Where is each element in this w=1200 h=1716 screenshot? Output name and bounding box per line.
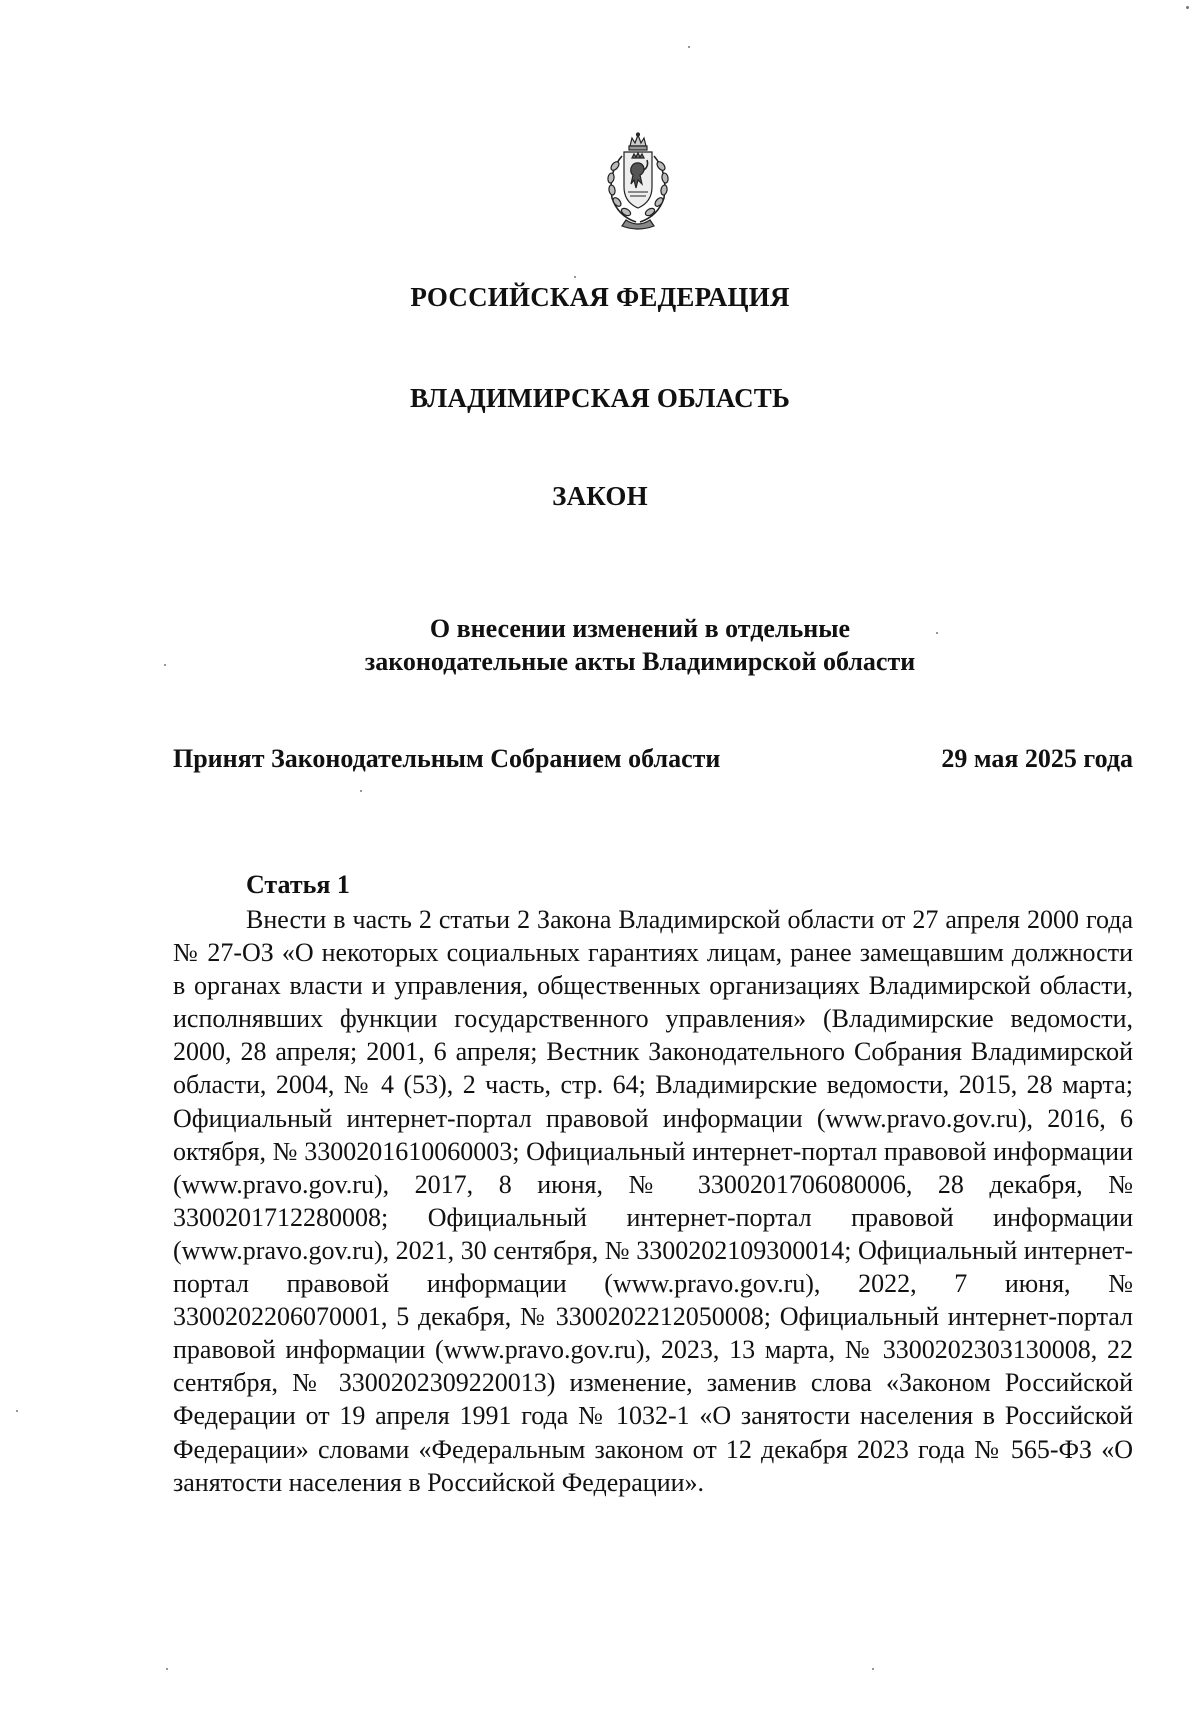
scan-speck <box>164 664 166 666</box>
country-heading: РОССИЙСКАЯ ФЕДЕРАЦИЯ <box>410 282 790 312</box>
article-1-text: Внести в часть 2 статьи 2 Закона Владимирской области от 27 апреля 2000 года № 27-ОЗ «О некоторых социальных гарантиях лицам, ранее замещавшим должности в органах власти и управления, общественных организациях Владимирской области, исполнявших функции государственного управления» (Владимирские ведомости, 2000, 28 апреля; 2001, 6 апреля; Вестник Законодательного Собрания Владимирской области, 2004, № 4 (53), 2 часть, стр. 64; Владимирские ведомости, 2015, 28 марта; Официальный интернет-портал правовой информации (www.pravo.gov.ru), 2016, 6 октября, № 3300201610060003; Официальный интернет-портал правовой информации (www.pravo.gov.ru), 2017, 8 июня, № 3300201706080006, 28 декабря, № 3300201712280008; Официальный интернет-портал правовой информации (www.pravo.gov.ru), 2021, 30 сентября, № 3300202109300014; Официальный интернет-портал правовой информации (www.pravo.gov.ru), 2022, 7 июня, № 3300202206070001, 5 декабря, № 3300202212050008; Официальный интернет-портал правовой информации (www.pravo.gov.ru), 2023, 13 марта, № 3300202303130008, 22 сентября, № 3300202309220013) изменение, заменив слова «Законом Российской Федерации от 19 апреля 1991 года № 1032-1 «О занятости населения в Российской Федерации» словами «Федеральным законом от 12 декабря 2023 года № 565-ФЗ «О занятости населения в Российской Федерации». <box>173 905 1133 1497</box>
article-1-heading: Статья 1 <box>246 870 350 899</box>
coat-of-arms-icon <box>600 132 676 232</box>
document-type-heading: ЗАКОН <box>552 481 648 511</box>
scan-speck <box>688 46 690 48</box>
law-title-line-1: О внесении изменений в отдельные <box>429 614 851 643</box>
scan-speck <box>360 790 362 792</box>
adoption-date: 29 мая 2025 года <box>941 744 1133 773</box>
scan-speck <box>16 1410 18 1412</box>
scan-speck <box>872 1668 874 1670</box>
law-title-line-2: законодательные акты Владимирской области <box>364 647 916 676</box>
scan-speck <box>936 632 938 634</box>
scan-speck <box>1186 6 1189 9</box>
scan-speck <box>166 1668 168 1670</box>
law-title <box>300 612 980 678</box>
region-heading: ВЛАДИМИРСКАЯ ОБЛАСТЬ <box>409 383 791 413</box>
adoption-label: Принят Законодательным Собранием области <box>173 744 721 773</box>
scan-speck <box>574 276 576 278</box>
